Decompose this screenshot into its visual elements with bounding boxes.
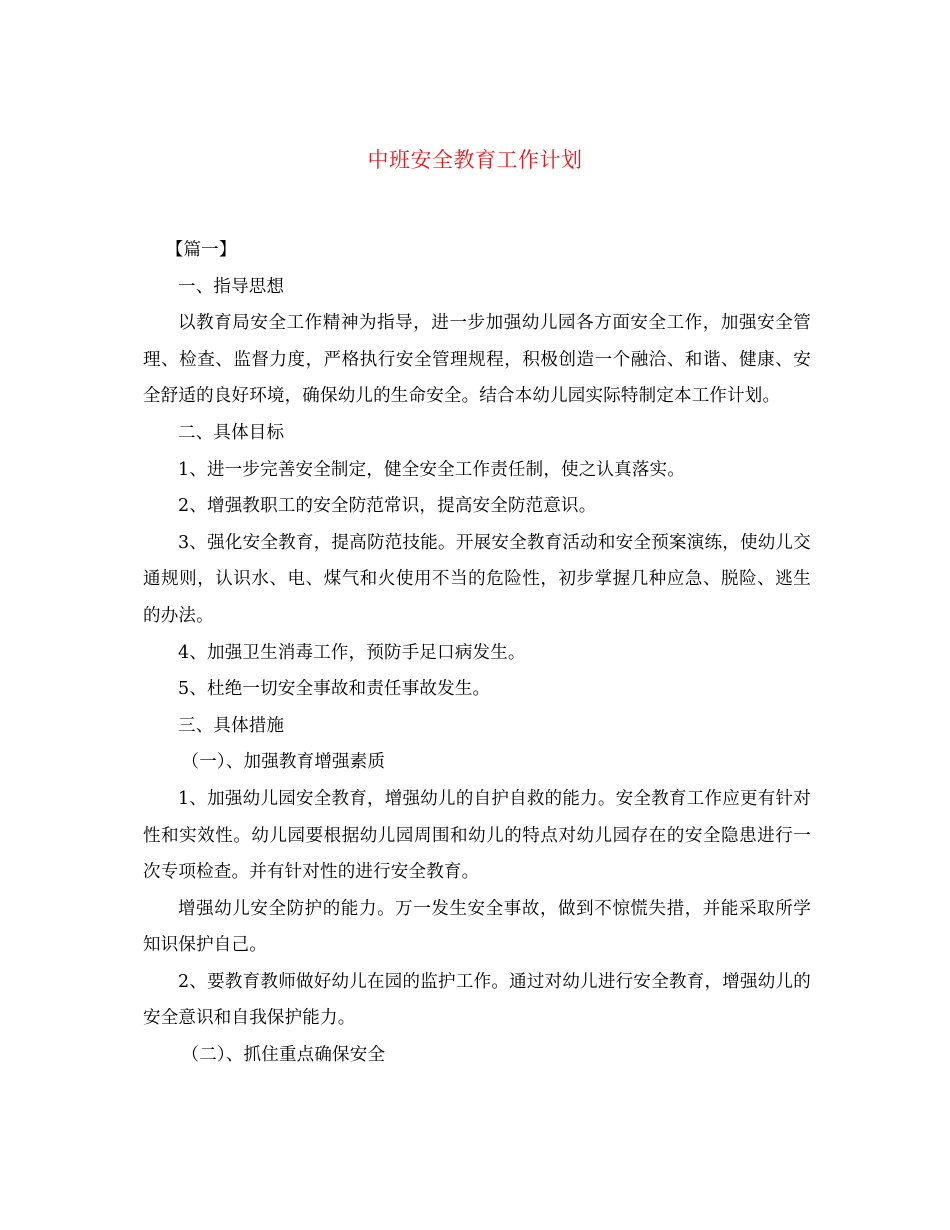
- heading-specific-goals: 二、具体目标: [178, 422, 285, 443]
- goal-item-1: 1、进一步完善安全制定，健全安全工作责任制，使之认真落实。: [178, 459, 685, 480]
- document-title: 中班安全教育工作计划: [367, 148, 583, 172]
- paragraph-guiding-ideology: 以教育局安全工作精神为指导，进一步加强幼儿园各方面安全工作，加强安全管理、检查、监督力度，严格执行安全管理规程，积极创造一个融洽、和谐、健康、安全舒适的良好环境，确保幼儿的生命安全。结合本幼儿园实际特制定本工作计划。: [143, 313, 811, 407]
- measure-item-2: 2、要教育教师做好幼儿在园的监护工作。通过对幼儿进行安全教育，增强幼儿的安全意识和自我保护能力。: [143, 971, 811, 1029]
- heading-specific-measures: 三、具体措施: [178, 715, 285, 736]
- heading-guiding-ideology: 一、指导思想: [178, 276, 285, 297]
- document-body: [143, 232, 811, 1074]
- subheading-education: （一）、加强教育增强素质: [181, 752, 386, 773]
- measure-paragraph-protection: 增强幼儿安全防护的能力。万一发生安全事故，做到不惊慌失措，并能采取所学知识保护自己。: [143, 898, 811, 956]
- goal-item-4: 4、加强卫生消毒工作，预防手足口病发生。: [178, 642, 526, 663]
- section-label: 【篇一】: [165, 240, 237, 260]
- goal-item-2: 2、增强教职工的安全防范常识，提高安全防范意识。: [178, 496, 597, 517]
- subheading-key-points: （二）、抓住重点确保安全: [181, 1045, 386, 1066]
- goal-item-5: 5、杜绝一切安全事故和责任事故发生。: [178, 679, 491, 700]
- goal-item-3: 3、强化安全教育，提高防范技能。开展安全教育活动和安全预案演练，使幼儿交通规则，认识水、电、煤气和火使用不当的危险性，初步掌握几种应急、脱险、逃生的办法。: [143, 532, 811, 626]
- measure-item-1: 1、加强幼儿园安全教育，增强幼儿的自护自救的能力。安全教育工作应更有针对性和实效性。幼儿园要根据幼儿园周围和幼儿的特点对幼儿园存在的安全隐患进行一次专项检查。并有针对性的进行安全教育。: [143, 788, 811, 883]
